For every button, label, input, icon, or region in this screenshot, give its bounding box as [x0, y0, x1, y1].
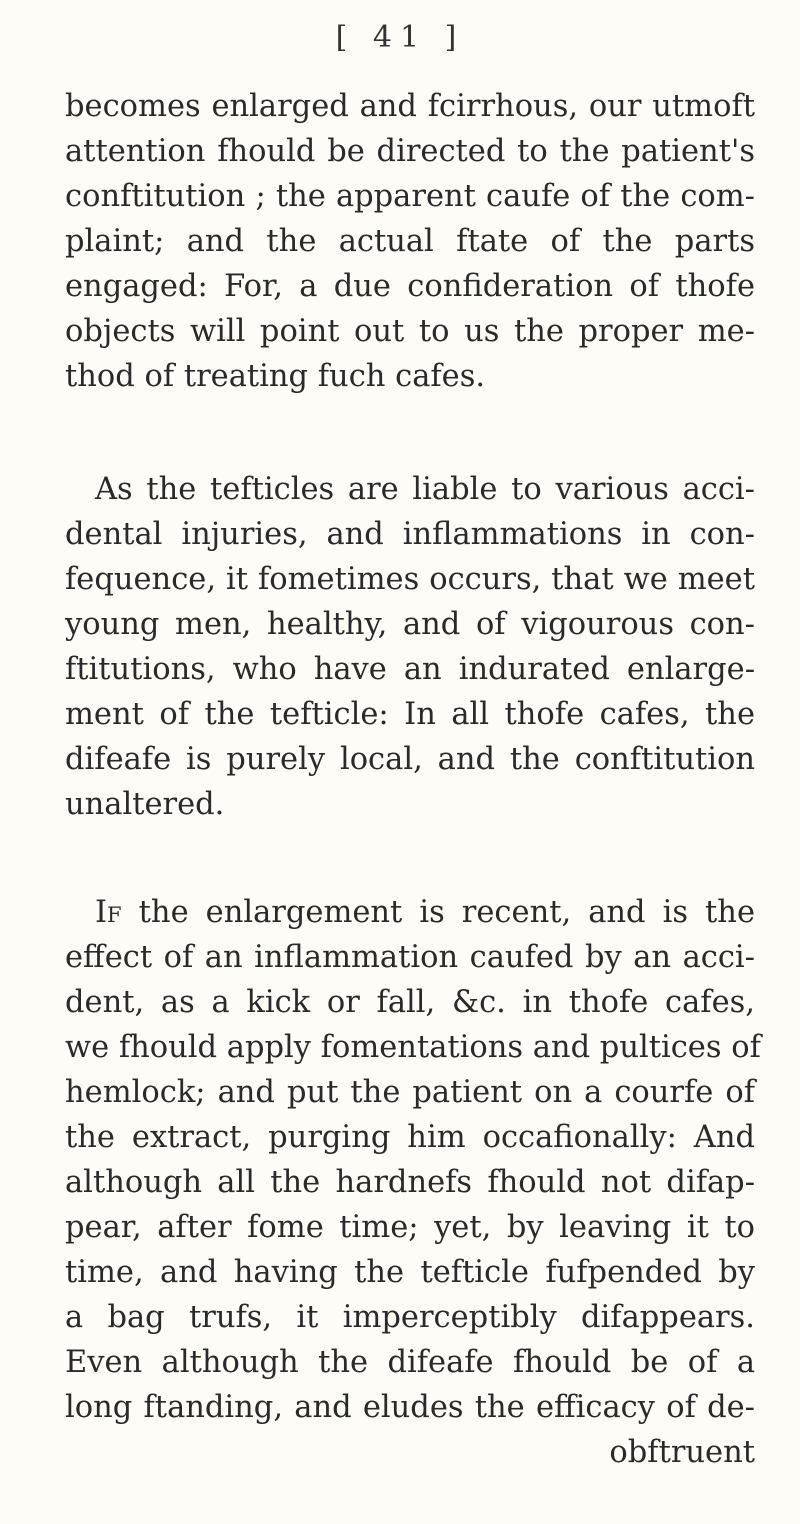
paragraph-1 [65, 84, 755, 399]
text-line: As the tefticles are liable to various acci- [95, 472, 755, 507]
text-line: Even although the difeafe fhould be of a [65, 1345, 755, 1380]
text-line: attention fhould be directed to the patient's [65, 134, 755, 169]
text-line: unaltered. [65, 787, 225, 822]
text-line: dental injuries, and inflammations in con- [65, 517, 755, 552]
text-line: ftitutions, who have an indurated enlarge- [65, 652, 755, 687]
text-line: engaged: For, a due confideration of thofe [65, 269, 755, 304]
text-line: long ftanding, and eludes the efficacy of de- [65, 1390, 755, 1425]
text-line: ment of the tefticle: In all thofe cafes, the [65, 697, 755, 732]
text-line: time, and having the tefticle fufpended by [65, 1255, 755, 1290]
text-line-first [65, 890, 755, 935]
page-number: [ 41 ] [335, 20, 465, 55]
text-line: pear, after fome time; yet, by leaving it to [65, 1210, 755, 1245]
text-line: effect of an inflammation caufed by an acci- [65, 940, 755, 975]
text-line: we fhould apply fomentations and pultices of [65, 1030, 761, 1065]
lead-rest: the enlargement is recent, and is the [121, 895, 755, 930]
text-line: the extract, purging him occafionally: And [65, 1120, 755, 1155]
text-line: becomes enlarged and fcirrhous, our utmoft [65, 89, 755, 124]
text-line: although all the hardnefs fhould not difap- [65, 1165, 755, 1200]
text-line: plaint; and the actual ftate of the parts [65, 224, 755, 259]
paragraph-2 [65, 467, 755, 827]
text-line: objects will point out to us the proper me- [65, 314, 755, 349]
text-line: fequence, it fometimes occurs, that we meet [65, 562, 755, 597]
text-line: difeafe is purely local, and the conftitution [65, 742, 755, 777]
text-line: thod of treating fuch cafes. [65, 359, 486, 394]
catchword: obftruent [609, 1435, 755, 1470]
text-line: hemlock; and put the patient on a courfe of [65, 1075, 755, 1110]
lead-word: If [95, 895, 122, 930]
text-line: conftitution ; the apparent caufe of the com- [65, 179, 755, 214]
paragraph-3 [65, 890, 761, 1475]
text-line: dent, as a kick or fall, &c. in thofe cafes, [65, 985, 755, 1020]
text-line: young men, healthy, and of vigourous con- [65, 607, 755, 642]
text-line: a bag trufs, it imperceptibly difappears. [65, 1300, 755, 1335]
